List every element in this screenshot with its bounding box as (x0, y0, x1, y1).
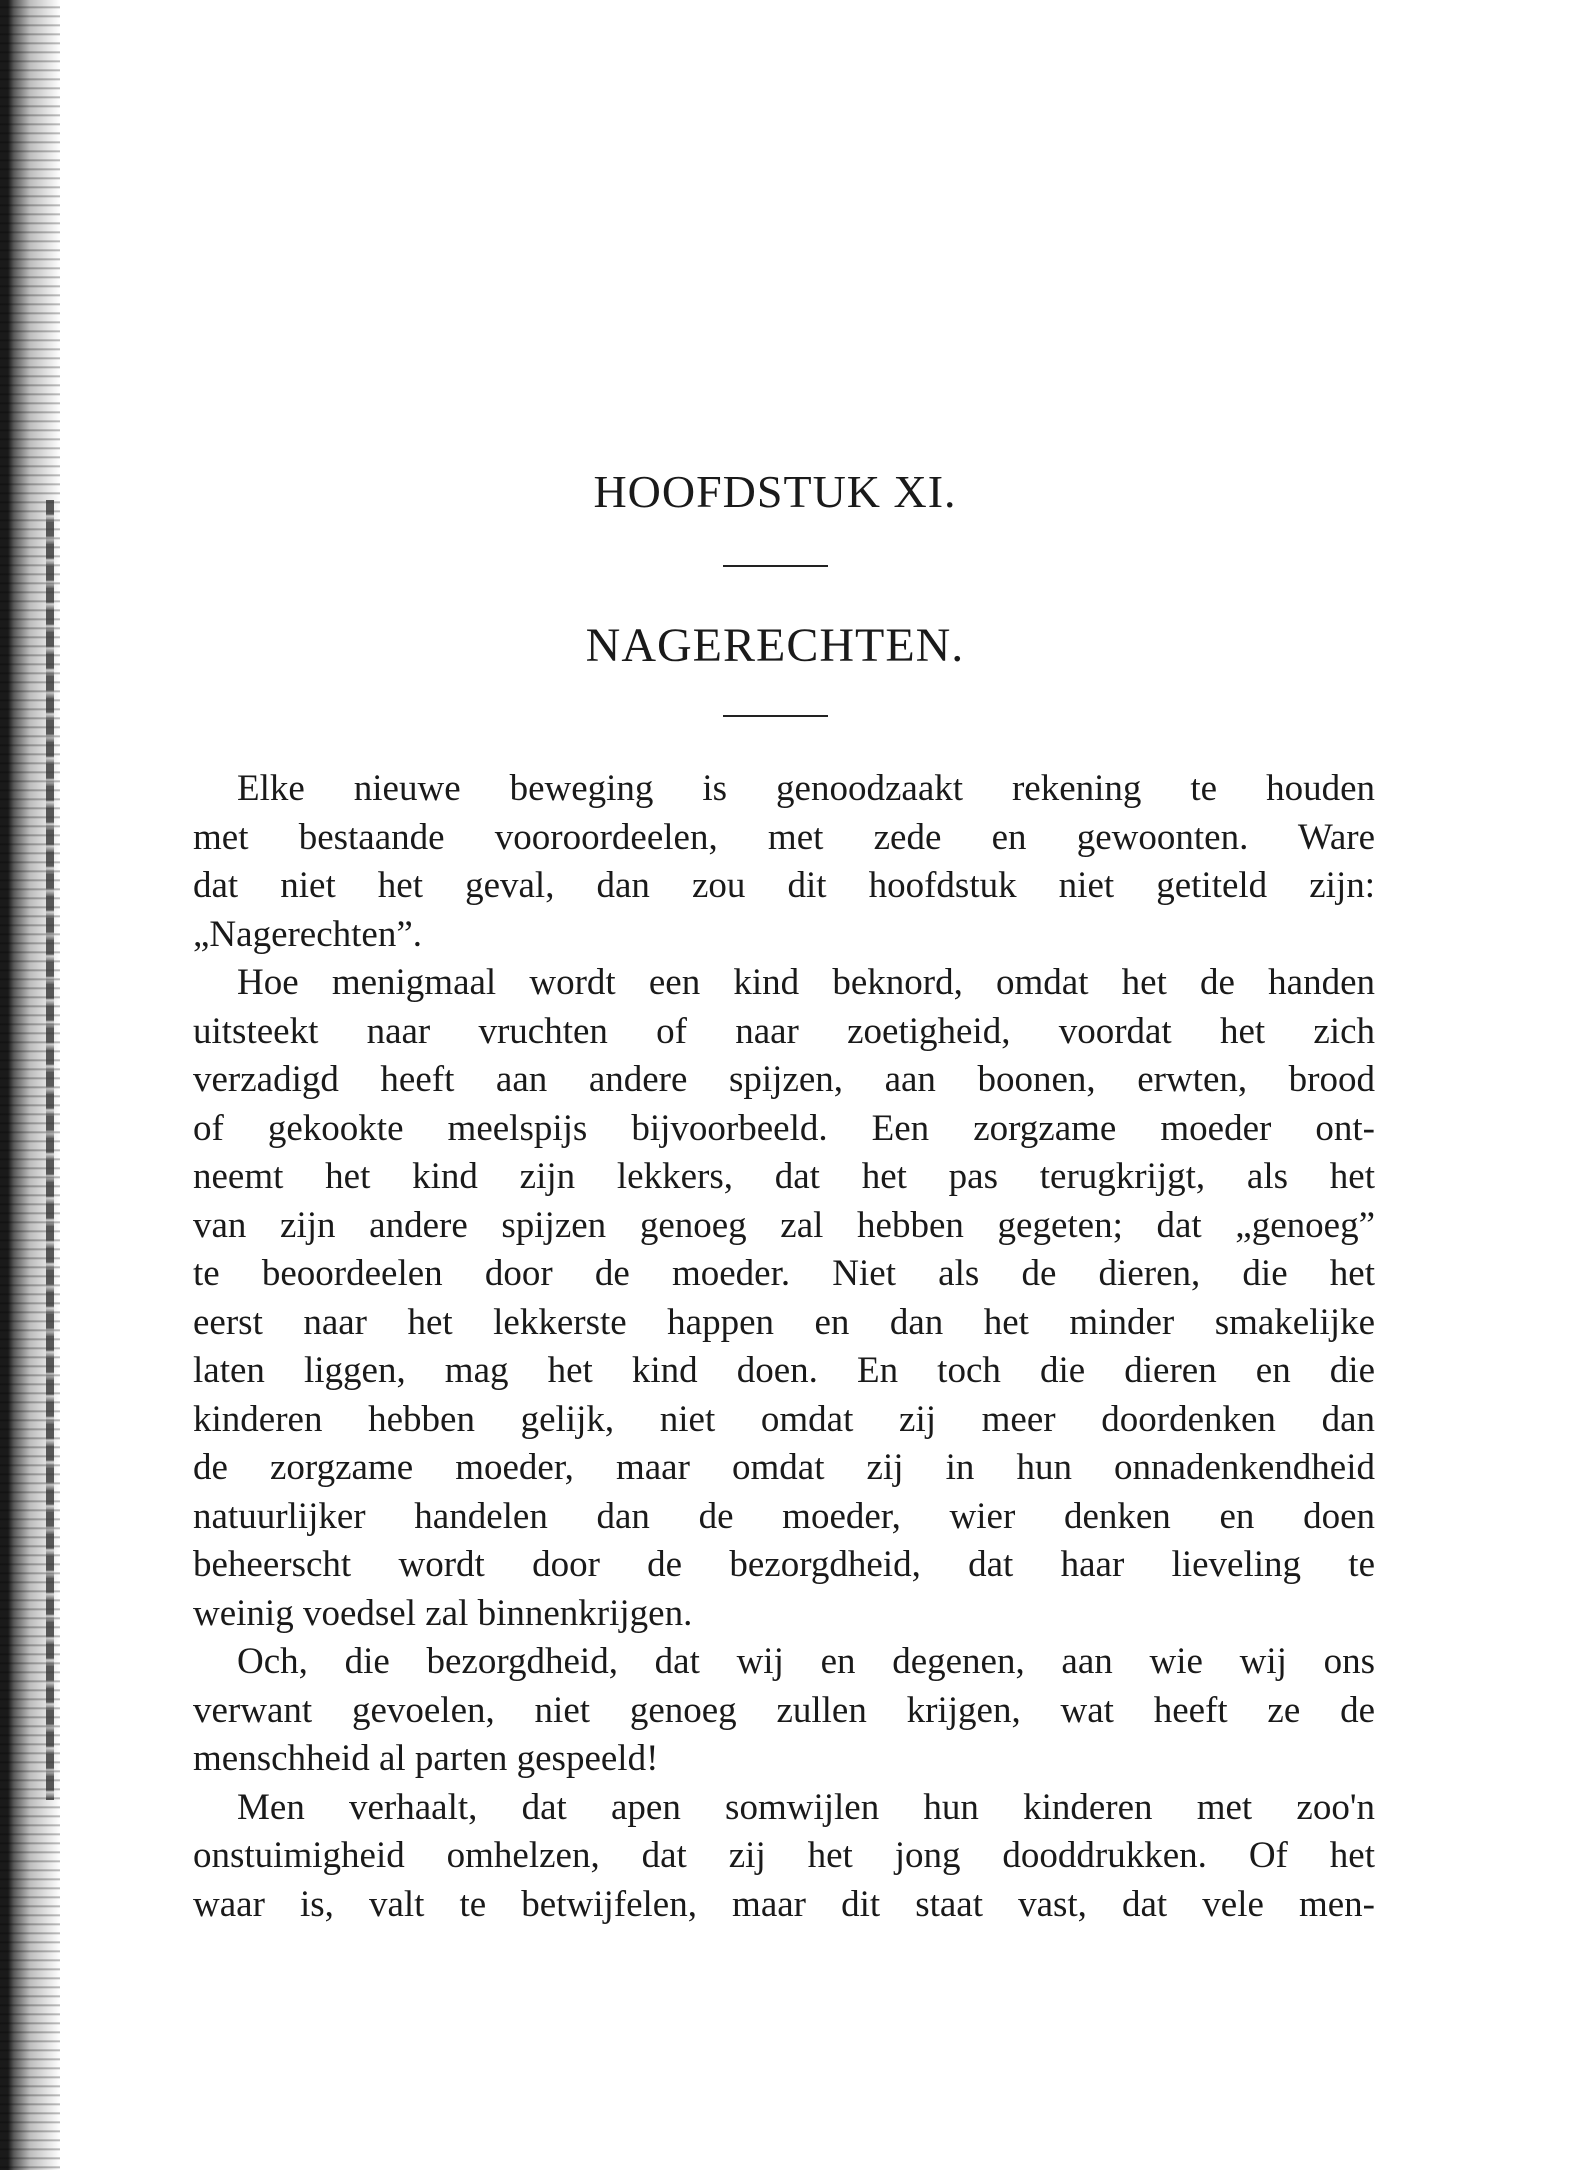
chapter-title: NAGERECHTEN. (585, 619, 965, 672)
text-line: natuurlijker handelen dan de moeder, wier denken en doen (193, 1495, 1375, 1537)
book-binding-shadow (46, 500, 54, 1800)
text-line: menschheid al parten gespeeld! (193, 1738, 659, 1779)
text-line: eerst naar het lekkerste happen en dan het minder smakelijke (193, 1301, 1375, 1343)
paragraph-2 (193, 959, 1375, 1638)
text-line: verwant gevoelen, niet genoeg zullen krijgen, wat heeft ze de (193, 1689, 1375, 1731)
text-line: laten liggen, mag het kind doen. En toch die dieren en die (193, 1350, 1375, 1391)
text-line: verzadigd heeft aan andere spijzen, aan boonen, erwten, brood (193, 1059, 1375, 1100)
divider-rule-bottom (723, 715, 828, 717)
divider-rule-top (723, 565, 828, 567)
text-line: neemt het kind zijn lekkers, dat het pas terugkrijgt, als het (193, 1156, 1375, 1197)
text-line: Men verhaalt, dat apen somwijlen hun kinderen met zoo'n (237, 1786, 1375, 1828)
chapter-number: HOOFDSTUK XI. (593, 466, 957, 517)
text-line: uitsteekt naar vruchten of naar zoetigheid, voordat het zich (193, 1010, 1375, 1052)
text-line: kinderen hebben gelijk, niet omdat zij meer doordenken dan (193, 1398, 1375, 1440)
text-line: weinig voedsel zal binnenkrijgen. (193, 1592, 693, 1634)
text-line: Hoe menigmaal wordt een kind beknord, omdat het de handen (237, 962, 1375, 1003)
text-line: beheerscht wordt door de bezorgdheid, dat haar lieveling te (193, 1544, 1375, 1585)
text-line: dat niet het geval, dan zou dit hoofdstuk niet getiteld zijn: (193, 865, 1375, 906)
text-line: met bestaande vooroordeelen, met zede en gewoonten. Ware (193, 816, 1375, 858)
text-line: Elke nieuwe beweging is genoodzaakt rekening te houden (237, 768, 1375, 809)
paragraph-4 (193, 1784, 1375, 1930)
text-line: te beoordeelen door de moeder. Niet als de dieren, die het (193, 1253, 1375, 1294)
text-line: waar is, valt te betwijfelen, maar dit staat vast, dat vele men- (193, 1883, 1375, 1925)
body-text (193, 765, 1375, 1929)
paragraph-3 (193, 1638, 1375, 1784)
text-line: Och, die bezorgdheid, dat wij en degenen, aan wie wij ons (237, 1641, 1375, 1682)
paragraph-1 (193, 765, 1375, 959)
text-line: van zijn andere spijzen genoeg zal hebben gegeten; dat „genoeg” (193, 1204, 1375, 1246)
text-line: „Nagerechten”. (193, 913, 423, 955)
text-line: onstuimigheid omhelzen, dat zij het jong dooddrukken. Of het (193, 1835, 1375, 1876)
text-line: of gekookte meelspijs bijvoorbeeld. Een zorgzame moeder ont- (193, 1107, 1375, 1149)
text-line: de zorgzame moeder, maar omdat zij in hun onnadenkendheid (193, 1447, 1375, 1488)
